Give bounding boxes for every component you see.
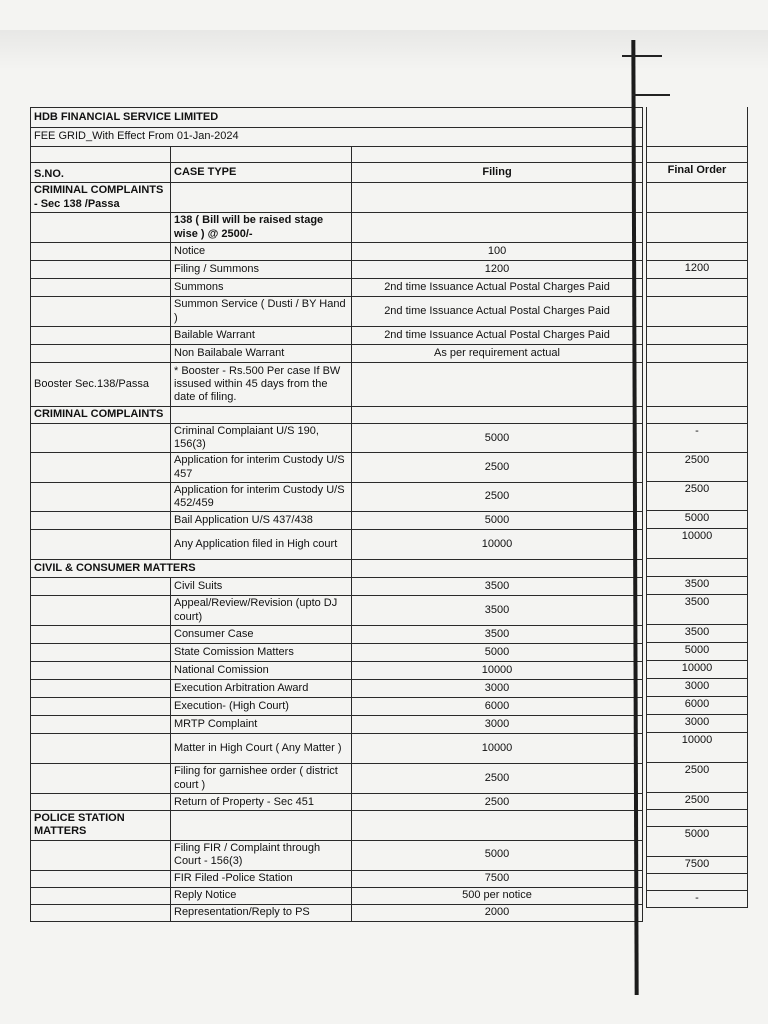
filing-cell: As per requirement actual bbox=[352, 345, 643, 363]
sno-cell bbox=[31, 716, 171, 734]
section-row bbox=[31, 560, 643, 578]
final-cell: 3500 bbox=[647, 624, 748, 642]
final-order-table bbox=[646, 107, 748, 908]
filing-cell: 10000 bbox=[352, 734, 643, 764]
table-row bbox=[31, 887, 643, 904]
filing-cell: 2000 bbox=[352, 904, 643, 921]
table-row bbox=[31, 424, 643, 453]
filing-cell: 2500 bbox=[352, 482, 643, 511]
pen-mark bbox=[622, 55, 662, 57]
sno-cell bbox=[31, 840, 171, 870]
sno-cell bbox=[31, 904, 171, 921]
case-type-cell: Filing FIR / Complaint through Court - 156(3) bbox=[171, 840, 352, 870]
filing-cell: 2nd time Issuance Actual Postal Charges Paid bbox=[352, 327, 643, 345]
final-cell: 10000 bbox=[647, 528, 748, 558]
sno-cell bbox=[31, 512, 171, 530]
sno-cell: Booster Sec.138/Passa bbox=[31, 363, 171, 407]
sno-cell bbox=[31, 734, 171, 764]
sno-cell bbox=[31, 453, 171, 482]
table-row bbox=[31, 662, 643, 680]
table-row bbox=[31, 680, 643, 698]
table-row bbox=[31, 764, 643, 794]
final-cell: 10000 bbox=[647, 660, 748, 678]
case-type-cell: MRTP Complaint bbox=[171, 716, 352, 734]
final-cell: - bbox=[647, 423, 748, 452]
final-cell: 10000 bbox=[647, 732, 748, 762]
scan-shadow bbox=[0, 30, 768, 70]
sno-cell bbox=[31, 698, 171, 716]
filing-cell: 3000 bbox=[352, 716, 643, 734]
final-cell: 3500 bbox=[647, 576, 748, 594]
case-type-cell: FIR Filed -Police Station bbox=[171, 870, 352, 887]
final-cell: 3500 bbox=[647, 594, 748, 624]
col-final-order-header: Final Order bbox=[647, 162, 748, 182]
filing-cell: 3500 bbox=[352, 596, 643, 626]
case-type-cell: National Comission bbox=[171, 662, 352, 680]
spacer-row bbox=[31, 147, 643, 163]
filing-cell: 5000 bbox=[352, 644, 643, 662]
filing-cell bbox=[352, 213, 643, 243]
sno-cell bbox=[31, 680, 171, 698]
final-cell: 5000 bbox=[647, 642, 748, 660]
table-row bbox=[31, 596, 643, 626]
case-type-cell: Summon Service ( Dusti / BY Hand ) bbox=[171, 297, 352, 327]
sno-cell bbox=[31, 662, 171, 680]
final-cell bbox=[647, 296, 748, 326]
final-cell: 6000 bbox=[647, 696, 748, 714]
company-row bbox=[31, 108, 643, 128]
table-row bbox=[31, 345, 643, 363]
case-type-cell: Application for interim Custody U/S 457 bbox=[171, 453, 352, 482]
filing-cell: 6000 bbox=[352, 698, 643, 716]
table-row bbox=[31, 213, 643, 243]
final-cell bbox=[647, 362, 748, 406]
case-type-cell: * Booster - Rs.500 Per case If BW issused within 45 days from the date of filing. bbox=[171, 363, 352, 407]
section-title: CIVIL & CONSUMER MATTERS bbox=[31, 560, 352, 578]
case-type-cell: Consumer Case bbox=[171, 626, 352, 644]
final-cell: 3000 bbox=[647, 678, 748, 696]
case-type-cell: Matter in High Court ( Any Matter ) bbox=[171, 734, 352, 764]
col-sno-header: S.NO. bbox=[31, 163, 171, 183]
case-type-cell: Notice bbox=[171, 243, 352, 261]
sno-cell bbox=[31, 345, 171, 363]
table-row bbox=[31, 512, 643, 530]
filing-cell: 2nd time Issuance Actual Postal Charges Paid bbox=[352, 279, 643, 297]
filing-cell: 5000 bbox=[352, 424, 643, 453]
table-row bbox=[31, 716, 643, 734]
final-cell: 1200 bbox=[647, 260, 748, 278]
filing-cell: 3500 bbox=[352, 578, 643, 596]
table-row bbox=[31, 261, 643, 279]
final-cell: 2500 bbox=[647, 452, 748, 481]
final-cell: 7500 bbox=[647, 856, 748, 873]
case-type-cell: Filing for garnishee order ( district court ) bbox=[171, 764, 352, 794]
final-cell: 2500 bbox=[647, 762, 748, 792]
filing-cell: 10000 bbox=[352, 662, 643, 680]
case-type-cell: Filing / Summons bbox=[171, 261, 352, 279]
case-type-cell: Application for interim Custody U/S 452/459 bbox=[171, 482, 352, 511]
filing-cell: 2500 bbox=[352, 764, 643, 794]
table-row bbox=[31, 626, 643, 644]
table-row bbox=[31, 327, 643, 345]
case-type-cell: Civil Suits bbox=[171, 578, 352, 596]
final-cell bbox=[647, 242, 748, 260]
case-type-cell: Bail Application U/S 437/438 bbox=[171, 512, 352, 530]
fee-grid-row bbox=[31, 128, 643, 147]
case-type-cell: 138 ( Bill will be raised stage wise ) @ 2500/- bbox=[171, 213, 352, 243]
column-header-row bbox=[31, 163, 643, 183]
sno-cell bbox=[31, 327, 171, 345]
sno-cell bbox=[31, 279, 171, 297]
sno-cell bbox=[31, 243, 171, 261]
filing-cell bbox=[352, 363, 643, 407]
fee-grid-table bbox=[30, 107, 643, 922]
table-row bbox=[31, 734, 643, 764]
company-name: HDB FINANCIAL SERVICE LIMITED bbox=[31, 108, 643, 128]
col-filing-header: Filing bbox=[352, 163, 643, 183]
final-cell bbox=[647, 182, 748, 212]
final-cell bbox=[647, 212, 748, 242]
final-cell bbox=[647, 278, 748, 296]
final-cell: 2500 bbox=[647, 792, 748, 809]
final-cell: 3000 bbox=[647, 714, 748, 732]
final-cell bbox=[647, 344, 748, 362]
table-row bbox=[31, 482, 643, 511]
case-type-cell: Non Bailabale Warrant bbox=[171, 345, 352, 363]
sno-cell bbox=[31, 482, 171, 511]
section-row bbox=[31, 183, 643, 213]
table-row bbox=[31, 644, 643, 662]
sno-cell bbox=[31, 644, 171, 662]
section-row bbox=[31, 407, 643, 424]
case-type-cell: Appeal/Review/Revision (upto DJ court) bbox=[171, 596, 352, 626]
final-cell bbox=[647, 558, 748, 576]
table-row bbox=[31, 363, 643, 407]
table-row bbox=[31, 279, 643, 297]
filing-cell: 3500 bbox=[352, 626, 643, 644]
filing-cell: 1200 bbox=[352, 261, 643, 279]
filing-cell: 2500 bbox=[352, 794, 643, 811]
table-row bbox=[31, 530, 643, 560]
pen-mark bbox=[632, 94, 670, 96]
table-row bbox=[31, 870, 643, 887]
final-cell: 2500 bbox=[647, 481, 748, 510]
case-type-cell: Execution- (High Court) bbox=[171, 698, 352, 716]
sno-cell bbox=[31, 626, 171, 644]
sno-cell bbox=[31, 530, 171, 560]
filing-cell: 100 bbox=[352, 243, 643, 261]
sno-cell bbox=[31, 578, 171, 596]
sno-cell bbox=[31, 764, 171, 794]
final-cell bbox=[647, 809, 748, 826]
case-type-cell: Execution Arbitration Award bbox=[171, 680, 352, 698]
table-row bbox=[31, 453, 643, 482]
case-type-cell: Any Application filed in High court bbox=[171, 530, 352, 560]
final-cell: 5000 bbox=[647, 826, 748, 856]
filing-cell: 10000 bbox=[352, 530, 643, 560]
sno-cell bbox=[31, 261, 171, 279]
filing-cell: 2nd time Issuance Actual Postal Charges Paid bbox=[352, 297, 643, 327]
filing-cell: 5000 bbox=[352, 512, 643, 530]
filing-cell: 3000 bbox=[352, 680, 643, 698]
case-type-cell: Representation/Reply to PS bbox=[171, 904, 352, 921]
sno-cell bbox=[31, 424, 171, 453]
sno-cell bbox=[31, 297, 171, 327]
final-cell bbox=[647, 873, 748, 890]
sno-cell bbox=[31, 870, 171, 887]
sno-cell bbox=[31, 887, 171, 904]
section-title: CRIMINAL COMPLAINTS bbox=[31, 407, 171, 424]
final-cell bbox=[647, 406, 748, 423]
case-type-cell: Return of Property - Sec 451 bbox=[171, 794, 352, 811]
fee-grid-title: FEE GRID_With Effect From 01-Jan-2024 bbox=[31, 128, 643, 147]
final-cell: 5000 bbox=[647, 510, 748, 528]
case-type-cell: Reply Notice bbox=[171, 887, 352, 904]
filing-cell: 2500 bbox=[352, 453, 643, 482]
section-title: CRIMINAL COMPLAINTS - Sec 138 /Passa bbox=[31, 183, 171, 213]
table-row bbox=[31, 243, 643, 261]
sno-cell bbox=[31, 213, 171, 243]
filing-cell: 500 per notice bbox=[352, 887, 643, 904]
table-row bbox=[31, 578, 643, 596]
sno-cell bbox=[31, 596, 171, 626]
table-row bbox=[31, 904, 643, 921]
table-row bbox=[31, 698, 643, 716]
filing-cell: 7500 bbox=[352, 870, 643, 887]
table-row bbox=[31, 794, 643, 811]
col-case-type-header: CASE TYPE bbox=[171, 163, 352, 183]
section-title: POLICE STATION MATTERS bbox=[31, 811, 171, 840]
table-row bbox=[31, 840, 643, 870]
filing-cell: 5000 bbox=[352, 840, 643, 870]
final-cell bbox=[647, 326, 748, 344]
case-type-cell: Bailable Warrant bbox=[171, 327, 352, 345]
case-type-cell: Summons bbox=[171, 279, 352, 297]
case-type-cell: State Comission Matters bbox=[171, 644, 352, 662]
sno-cell bbox=[31, 794, 171, 811]
final-cell: - bbox=[647, 890, 748, 907]
section-row bbox=[31, 811, 643, 840]
case-type-cell: Criminal Complaiant U/S 190, 156(3) bbox=[171, 424, 352, 453]
table-row bbox=[31, 297, 643, 327]
